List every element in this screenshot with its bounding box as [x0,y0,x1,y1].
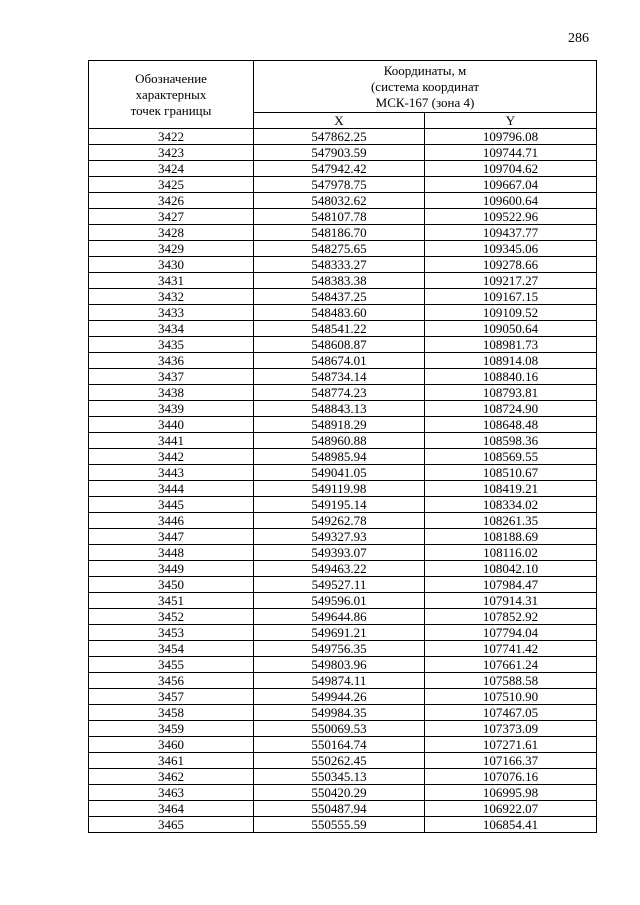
y-coordinate-cell: 108419.21 [425,481,597,497]
point-id-cell: 3434 [89,321,254,337]
x-coordinate-cell: 549596.01 [254,593,425,609]
x-coordinate-cell: 548541.22 [254,321,425,337]
point-header-line: характерных [135,86,207,102]
y-coordinate-cell: 109744.71 [425,145,597,161]
table-row [89,177,597,193]
table-row [89,753,597,769]
table-row [89,609,597,625]
point-id-cell: 3452 [89,609,254,625]
x-coordinate-cell: 550420.29 [254,785,425,801]
x-coordinate-cell: 548333.27 [254,257,425,273]
table-row [89,529,597,545]
point-id-cell: 3435 [89,337,254,353]
point-id-cell: 3459 [89,721,254,737]
point-id-cell: 3425 [89,177,254,193]
y-coordinate-cell: 107271.61 [425,737,597,753]
y-coordinate-cell: 107794.04 [425,625,597,641]
point-id-cell: 3438 [89,385,254,401]
x-coordinate-cell: 548774.23 [254,385,425,401]
point-id-cell: 3448 [89,545,254,561]
x-coordinate-cell: 547862.25 [254,129,425,145]
table-row [89,817,597,833]
y-coordinate-cell: 109667.04 [425,177,597,193]
x-coordinate-cell: 549803.96 [254,657,425,673]
x-coordinate-cell: 548437.25 [254,289,425,305]
table-row [89,497,597,513]
x-coordinate-cell: 549527.11 [254,577,425,593]
y-coordinate-cell: 109167.15 [425,289,597,305]
y-coordinate-cell: 109704.62 [425,161,597,177]
y-coordinate-cell: 108188.69 [425,529,597,545]
table-row [89,593,597,609]
y-coordinate-cell: 107914.31 [425,593,597,609]
x-coordinate-cell: 549262.78 [254,513,425,529]
point-id-cell: 3424 [89,161,254,177]
y-coordinate-cell: 109600.64 [425,193,597,209]
point-id-cell: 3427 [89,209,254,225]
table-row [89,433,597,449]
y-coordinate-cell: 107984.47 [425,577,597,593]
point-designation-header [89,61,254,129]
y-coordinate-cell: 108116.02 [425,545,597,561]
x-coordinate-cell: 548674.01 [254,353,425,369]
table-row [89,257,597,273]
table-row [89,449,597,465]
x-coordinate-cell: 550069.53 [254,721,425,737]
x-coordinate-cell: 550487.94 [254,801,425,817]
coords-header-line: Координаты, м [383,62,467,78]
x-coordinate-cell: 549463.22 [254,561,425,577]
table-header [89,61,597,129]
point-id-cell: 3456 [89,673,254,689]
point-id-cell: 3450 [89,577,254,593]
y-coordinate-cell: 108724.90 [425,401,597,417]
x-coordinate-cell: 548383.38 [254,273,425,289]
point-id-cell: 3461 [89,753,254,769]
point-id-cell: 3462 [89,769,254,785]
point-id-cell: 3444 [89,481,254,497]
x-coordinate-cell: 548107.78 [254,209,425,225]
point-id-cell: 3430 [89,257,254,273]
point-id-cell: 3431 [89,273,254,289]
y-coordinate-cell: 108648.48 [425,417,597,433]
y-coordinate-cell: 108840.16 [425,369,597,385]
y-coordinate-cell: 109050.64 [425,321,597,337]
x-coordinate-cell: 549756.35 [254,641,425,657]
coords-header-line: (система координат [370,78,480,94]
y-coordinate-cell: 106854.41 [425,817,597,833]
x-coordinate-cell: 548734.14 [254,369,425,385]
point-id-cell: 3428 [89,225,254,241]
x-coordinate-cell: 550555.59 [254,817,425,833]
y-coordinate-cell: 107467.05 [425,705,597,721]
y-coordinate-cell: 109345.06 [425,241,597,257]
point-id-cell: 3422 [89,129,254,145]
point-id-cell: 3458 [89,705,254,721]
point-id-cell: 3432 [89,289,254,305]
y-coordinate-cell: 108569.55 [425,449,597,465]
table-row [89,129,597,145]
table-row [89,769,597,785]
y-coordinate-cell: 106995.98 [425,785,597,801]
table-row [89,145,597,161]
point-id-cell: 3446 [89,513,254,529]
table-row [89,161,597,177]
table-row [89,481,597,497]
table-row [89,273,597,289]
x-coordinate-cell: 550164.74 [254,737,425,753]
x-coordinate-cell: 549874.11 [254,673,425,689]
y-coordinate-cell: 107852.92 [425,609,597,625]
x-coordinate-cell: 548186.70 [254,225,425,241]
x-coordinate-cell: 548608.87 [254,337,425,353]
table-row [89,337,597,353]
point-id-cell: 3454 [89,641,254,657]
x-coordinate-cell: 549041.05 [254,465,425,481]
x-coordinate-cell: 548032.62 [254,193,425,209]
x-coordinate-cell: 549195.14 [254,497,425,513]
point-id-cell: 3433 [89,305,254,321]
x-coordinate-cell: 550262.45 [254,753,425,769]
table-row [89,241,597,257]
y-coordinate-cell: 109278.66 [425,257,597,273]
y-coordinate-cell: 108914.08 [425,353,597,369]
point-id-cell: 3465 [89,817,254,833]
point-id-cell: 3451 [89,593,254,609]
point-id-cell: 3464 [89,801,254,817]
table-row [89,353,597,369]
point-id-cell: 3443 [89,465,254,481]
table-row [89,625,597,641]
y-coordinate-cell: 107510.90 [425,689,597,705]
point-id-cell: 3445 [89,497,254,513]
x-coordinate-cell: 547942.42 [254,161,425,177]
table-row [89,289,597,305]
table-row [89,721,597,737]
table-row [89,545,597,561]
y-coordinate-cell: 109217.27 [425,273,597,289]
table-row [89,673,597,689]
header-row-top [89,61,597,113]
x-coordinate-cell: 549644.86 [254,609,425,625]
point-id-cell: 3453 [89,625,254,641]
table-row [89,209,597,225]
table-row [89,225,597,241]
table-row [89,657,597,673]
y-coordinate-cell: 108598.36 [425,433,597,449]
table-row [89,465,597,481]
x-coordinate-cell: 549984.35 [254,705,425,721]
y-coordinate-cell: 108334.02 [425,497,597,513]
x-coordinate-cell: 548918.29 [254,417,425,433]
point-id-cell: 3426 [89,193,254,209]
table-row [89,785,597,801]
y-coordinate-cell: 109437.77 [425,225,597,241]
point-id-cell: 3440 [89,417,254,433]
y-coordinate-cell: 108510.67 [425,465,597,481]
y-coordinate-cell: 109522.96 [425,209,597,225]
x-coordinate-cell: 547978.75 [254,177,425,193]
table-row [89,513,597,529]
x-coordinate-cell: 549393.07 [254,545,425,561]
coords-header-line: МСК-167 (зона 4) [375,94,475,110]
y-coordinate-cell: 107166.37 [425,753,597,769]
point-header-line: Обозначение [135,70,207,86]
point-id-cell: 3441 [89,433,254,449]
coordinates-table [88,60,597,833]
table-row [89,737,597,753]
point-id-cell: 3447 [89,529,254,545]
coordinates-header [254,61,597,113]
table-row [89,561,597,577]
y-coordinate-cell: 109796.08 [425,129,597,145]
x-column-header: X [254,113,425,129]
point-id-cell: 3442 [89,449,254,465]
point-id-cell: 3455 [89,657,254,673]
table-row [89,641,597,657]
x-coordinate-cell: 548275.65 [254,241,425,257]
table-row [89,577,597,593]
table-row [89,321,597,337]
page-number: 286 [568,31,589,46]
point-id-cell: 3423 [89,145,254,161]
y-coordinate-cell: 108042.10 [425,561,597,577]
x-coordinate-cell: 549327.93 [254,529,425,545]
y-column-header: Y [425,113,597,129]
x-coordinate-cell: 547903.59 [254,145,425,161]
y-coordinate-cell: 109109.52 [425,305,597,321]
table-row [89,417,597,433]
table-row [89,689,597,705]
x-coordinate-cell: 549691.21 [254,625,425,641]
x-coordinate-cell: 548960.88 [254,433,425,449]
table-row [89,193,597,209]
y-coordinate-cell: 107588.58 [425,673,597,689]
point-id-cell: 3436 [89,353,254,369]
point-id-cell: 3439 [89,401,254,417]
point-id-cell: 3460 [89,737,254,753]
point-id-cell: 3429 [89,241,254,257]
y-coordinate-cell: 107076.16 [425,769,597,785]
x-coordinate-cell: 548483.60 [254,305,425,321]
point-header-line: точек границы [130,102,212,118]
point-id-cell: 3457 [89,689,254,705]
table-row [89,705,597,721]
y-coordinate-cell: 108793.81 [425,385,597,401]
table-row [89,305,597,321]
y-coordinate-cell: 106922.07 [425,801,597,817]
y-coordinate-cell: 107373.09 [425,721,597,737]
x-coordinate-cell: 549944.26 [254,689,425,705]
point-id-cell: 3449 [89,561,254,577]
x-coordinate-cell: 548843.13 [254,401,425,417]
y-coordinate-cell: 108981.73 [425,337,597,353]
x-coordinate-cell: 549119.98 [254,481,425,497]
table-row [89,401,597,417]
x-coordinate-cell: 550345.13 [254,769,425,785]
table-body [89,129,597,833]
y-coordinate-cell: 107661.24 [425,657,597,673]
table-row [89,385,597,401]
table-row [89,801,597,817]
x-coordinate-cell: 548985.94 [254,449,425,465]
y-coordinate-cell: 108261.35 [425,513,597,529]
point-id-cell: 3463 [89,785,254,801]
point-id-cell: 3437 [89,369,254,385]
y-coordinate-cell: 107741.42 [425,641,597,657]
table-row [89,369,597,385]
